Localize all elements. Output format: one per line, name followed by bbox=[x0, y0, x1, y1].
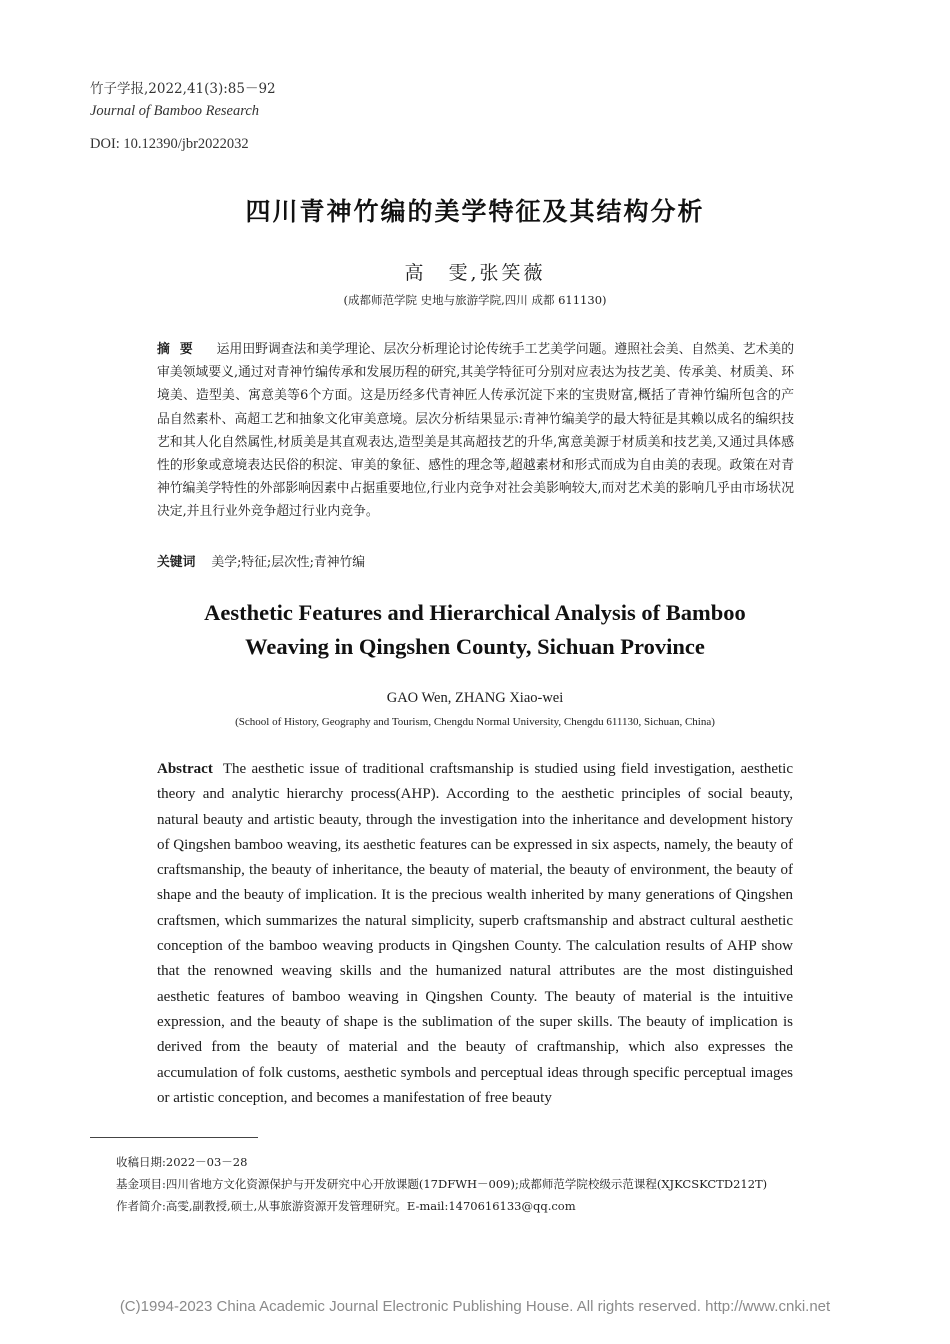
authors-en: GAO Wen, ZHANG Xiao-wei bbox=[386, 690, 564, 706]
journal-citation-cn: 竹子学报,2022,41(3):85－92 bbox=[90, 81, 276, 97]
footnote-fund: 基金项目:四川省地方文化资源保护与开发研究中心开放课题(17DFWH－009);成都师范学院校级示范课程(XJKCSKCTD212T) bbox=[116, 1177, 768, 1191]
abstract-cn-label: 摘要 bbox=[157, 342, 203, 357]
abstract-en bbox=[157, 757, 793, 1111]
abstract-cn-text: 运用田野调查法和美学理论、层次分析理论讨论传统手工艺美学问题。遵照社会美、自然美、艺术美的审美领域要义,通过对青神竹编传承和发展历程的研究,其美学特征可分别对应表达为技艺美、传承美、材质美、环境美、造型美、寓意美等6个方面。这是历经多代青神匠人传承沉淀下来的宝贵财富,概括了青神竹编所包含的产品自然素朴、高超工艺和抽象文化审美意境。层次分析结果显示:青神竹编美学的最大特征是其赖以成名的编织技艺和其人化自然属性,材质美是其直观表达,造型美是其高超技艺的升华,寓意美源于材质美和技艺美,又通过具体感性的形象或意境表达民俗的积淀、审美的象征、感性的理念等,超越素材和形式而成为自由美的表现。政策在对青神竹编美学特性的外部影响因素中占据重要地位,行业内竞争对社会美影响较大,而对艺术美的影响几乎由市场状况决定,并且行业外竞争超过行业内竞争。 bbox=[157, 342, 795, 520]
footnote-divider bbox=[90, 1137, 258, 1138]
paper-title-cn: 四川青神竹编的美学特征及其结构分析 bbox=[245, 197, 705, 226]
abstract-cn bbox=[157, 338, 794, 524]
paper-title-en-line1: Aesthetic Features and Hierarchical Analysis of Bamboo bbox=[204, 600, 746, 625]
authors-cn: 高 雯,张笑薇 bbox=[404, 262, 546, 284]
keywords-cn-label: 关键词 bbox=[157, 555, 196, 570]
affiliation-cn: (成都师范学院 史地与旅游学院,四川 成都 611130) bbox=[343, 293, 607, 307]
keywords-cn bbox=[157, 551, 365, 570]
footnote-received: 收稿日期:2022－03－28 bbox=[116, 1155, 248, 1169]
copyright-watermark: (C)1994-2023 China Academic Journal Electronic Publishing House. All rights reserved. http://www.cnki.net bbox=[119, 1298, 831, 1315]
journal-name-en: Journal of Bamboo Research bbox=[90, 103, 260, 119]
abstract-en-label: Abstract bbox=[157, 761, 213, 777]
affiliation-en: (School of History, Geography and Tourism, Chengdu Normal University, Chengdu 611130, Sichuan, China) bbox=[235, 716, 715, 728]
paper-title-en bbox=[0, 596, 950, 664]
doi: DOI: 10.12390/jbr2022032 bbox=[90, 136, 249, 152]
keywords-cn-text: 美学;特征;层次性;青神竹编 bbox=[211, 555, 366, 570]
abstract-en-text: The aesthetic issue of traditional craftsmanship is studied using field investigation, aesthetic theory and analytic hierarchy process(AHP). According to the aesthetic principles of social beauty, natural beauty and artistic beauty, through the investigation into the inheritance and development history of Qingshen bamboo weaving, its aesthetic features can be expressed in six aspects, namely, the beauty of craftsmanship, the beauty of inheritance, the beauty of material, the beauty of environment, the beauty of shape and the beauty of implication. It is the precious wealth inherited by many generations of Qingshen craftsmen, which summarizes the natural simplicity, superb craftsmanship and abstract cultural aesthetic conception of the bamboo weaving products in Qingshen County. The calculation results of AHP show that the renowned weaving skills and the humanized natural attributes are the most distinguished aesthetic features of bamboo weaving in Qingshen County. The beauty of material is the intuitive expression, and the beauty of shape is the sublimation of the super skills. The beauty of implication is derived from the beauty of material and the beauty of craftmanship, which also expresses the accumulation of folk customs, aesthetic symbols and perceptual ideas through specific perceptual images or artistic conception, and becomes a manifestation of free beauty bbox=[157, 761, 793, 1106]
footnotes bbox=[116, 1151, 836, 1217]
footnote-author: 作者简介:高雯,副教授,硕士,从事旅游资源开发管理研究。E-mail:1470616133@qq.com bbox=[116, 1199, 576, 1213]
paper-title-en-line2: Weaving in Qingshen County, Sichuan Province bbox=[245, 634, 705, 659]
